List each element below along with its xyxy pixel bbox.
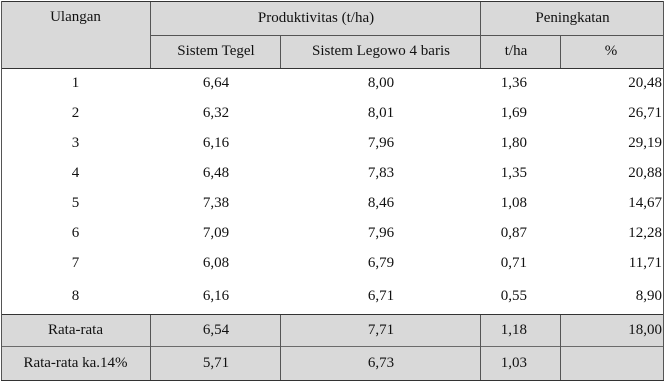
cell-summary-tegel: 6,54 — [202, 322, 230, 338]
header-peningkatan: Peningkatan — [535, 10, 610, 26]
cell-tha: 1,08 — [500, 194, 527, 211]
cell-tha: 0,55 — [500, 287, 527, 304]
cell-summary-tegel: 5,71 — [202, 355, 230, 371]
table-row — [1, 68, 664, 98]
cell-ulangan: 1 — [71, 74, 80, 91]
cell-legowo: 6,79 — [367, 254, 395, 271]
table-row — [1, 188, 664, 218]
rule-header-col-1 — [150, 2, 151, 68]
rule-header-col-3 — [280, 36, 281, 68]
cell-pct: 12,28 — [628, 224, 662, 241]
cell-ulangan: 6 — [71, 224, 80, 241]
cell-legowo: 7,83 — [367, 164, 395, 181]
cell-tegel: 7,09 — [202, 224, 230, 241]
cell-tegel: 7,38 — [202, 194, 230, 211]
table-row — [1, 218, 664, 248]
cell-legowo: 8,00 — [367, 74, 395, 91]
cell-ulangan: 3 — [71, 134, 80, 151]
header-sistem-tegel: Sistem Tegel — [177, 43, 255, 59]
table-row — [1, 98, 664, 128]
table-row — [1, 128, 664, 158]
rule-summary-col-3 — [480, 315, 481, 380]
rule-summary-col-1 — [150, 315, 151, 380]
rule-header-col-2 — [480, 2, 481, 68]
cell-summary-tha: 1,03 — [500, 355, 527, 371]
cell-tegel: 6,48 — [202, 164, 230, 181]
cell-pct: 20,88 — [628, 164, 662, 181]
header-unit-tha: t/ha — [504, 43, 528, 59]
cell-tha: 0,87 — [500, 224, 527, 241]
cell-pct: 11,71 — [628, 254, 662, 271]
rule-left-edge — [1, 1, 2, 380]
cell-tegel: 6,16 — [202, 134, 230, 151]
cell-summary-legowo: 7,71 — [367, 322, 395, 338]
rule-bottom — [1, 380, 664, 381]
cell-pct: 26,71 — [628, 104, 662, 121]
cell-pct: 14,67 — [628, 194, 662, 211]
cell-legowo: 8,01 — [367, 104, 395, 121]
rule-summary-divider — [1, 346, 664, 347]
table-row — [1, 158, 664, 188]
header-row-top — [1, 2, 664, 35]
rule-header-col-4 — [560, 36, 561, 68]
header-ulangan: Ulangan — [50, 9, 101, 25]
cell-ulangan: 8 — [71, 287, 80, 304]
summary-row-average — [1, 315, 664, 346]
rule-top — [1, 1, 664, 2]
header-unit-pct: % — [604, 43, 618, 59]
cell-tegel: 6,08 — [202, 254, 230, 271]
cell-ulangan: 2 — [71, 104, 80, 121]
cell-summary-pct — [561, 347, 662, 380]
header-row-sub — [1, 35, 664, 68]
cell-ulangan: 7 — [71, 254, 80, 271]
rule-header-bottom — [1, 68, 664, 69]
rule-header-sub — [150, 35, 664, 36]
cell-summary-legowo: 6,73 — [367, 355, 395, 371]
cell-tha: 1,69 — [500, 104, 527, 121]
header-sistem-legowo: Sistem Legowo 4 baris — [312, 43, 450, 59]
rule-body-bottom — [1, 314, 664, 315]
cell-legowo: 7,96 — [367, 134, 395, 151]
cell-tegel: 6,64 — [202, 74, 230, 91]
header-produktivitas: Produktivitas (t/ha) — [257, 10, 375, 26]
cell-tha: 0,71 — [500, 254, 527, 271]
cell-summary-tha: 1,18 — [500, 322, 527, 338]
rule-right-edge — [663, 1, 664, 380]
cell-summary-label: Rata-rata — [48, 322, 103, 338]
cell-tegel: 6,32 — [202, 104, 230, 121]
cell-pct: 29,19 — [628, 134, 662, 151]
summary-row-average-ka14 — [1, 347, 664, 380]
table-row — [1, 248, 664, 278]
cell-ulangan: 4 — [71, 164, 80, 181]
cell-pct: 20,48 — [628, 74, 662, 91]
cell-tha: 1,36 — [500, 74, 527, 91]
cell-tha: 1,80 — [500, 134, 527, 151]
cell-ulangan: 5 — [71, 194, 80, 211]
table-row — [1, 278, 664, 314]
cell-pct: 8,90 — [635, 287, 662, 304]
cell-summary-label: Rata-rata ka.14% — [23, 355, 128, 371]
cell-legowo: 7,96 — [367, 224, 395, 241]
cell-summary-pct: 18,00 — [628, 322, 662, 338]
cell-legowo: 8,46 — [367, 194, 395, 211]
cell-tegel: 6,16 — [202, 287, 230, 304]
cell-legowo: 6,71 — [367, 287, 395, 304]
cell-tha: 1,35 — [500, 164, 527, 181]
rule-summary-col-4 — [560, 315, 561, 380]
rule-summary-col-2 — [280, 315, 281, 380]
